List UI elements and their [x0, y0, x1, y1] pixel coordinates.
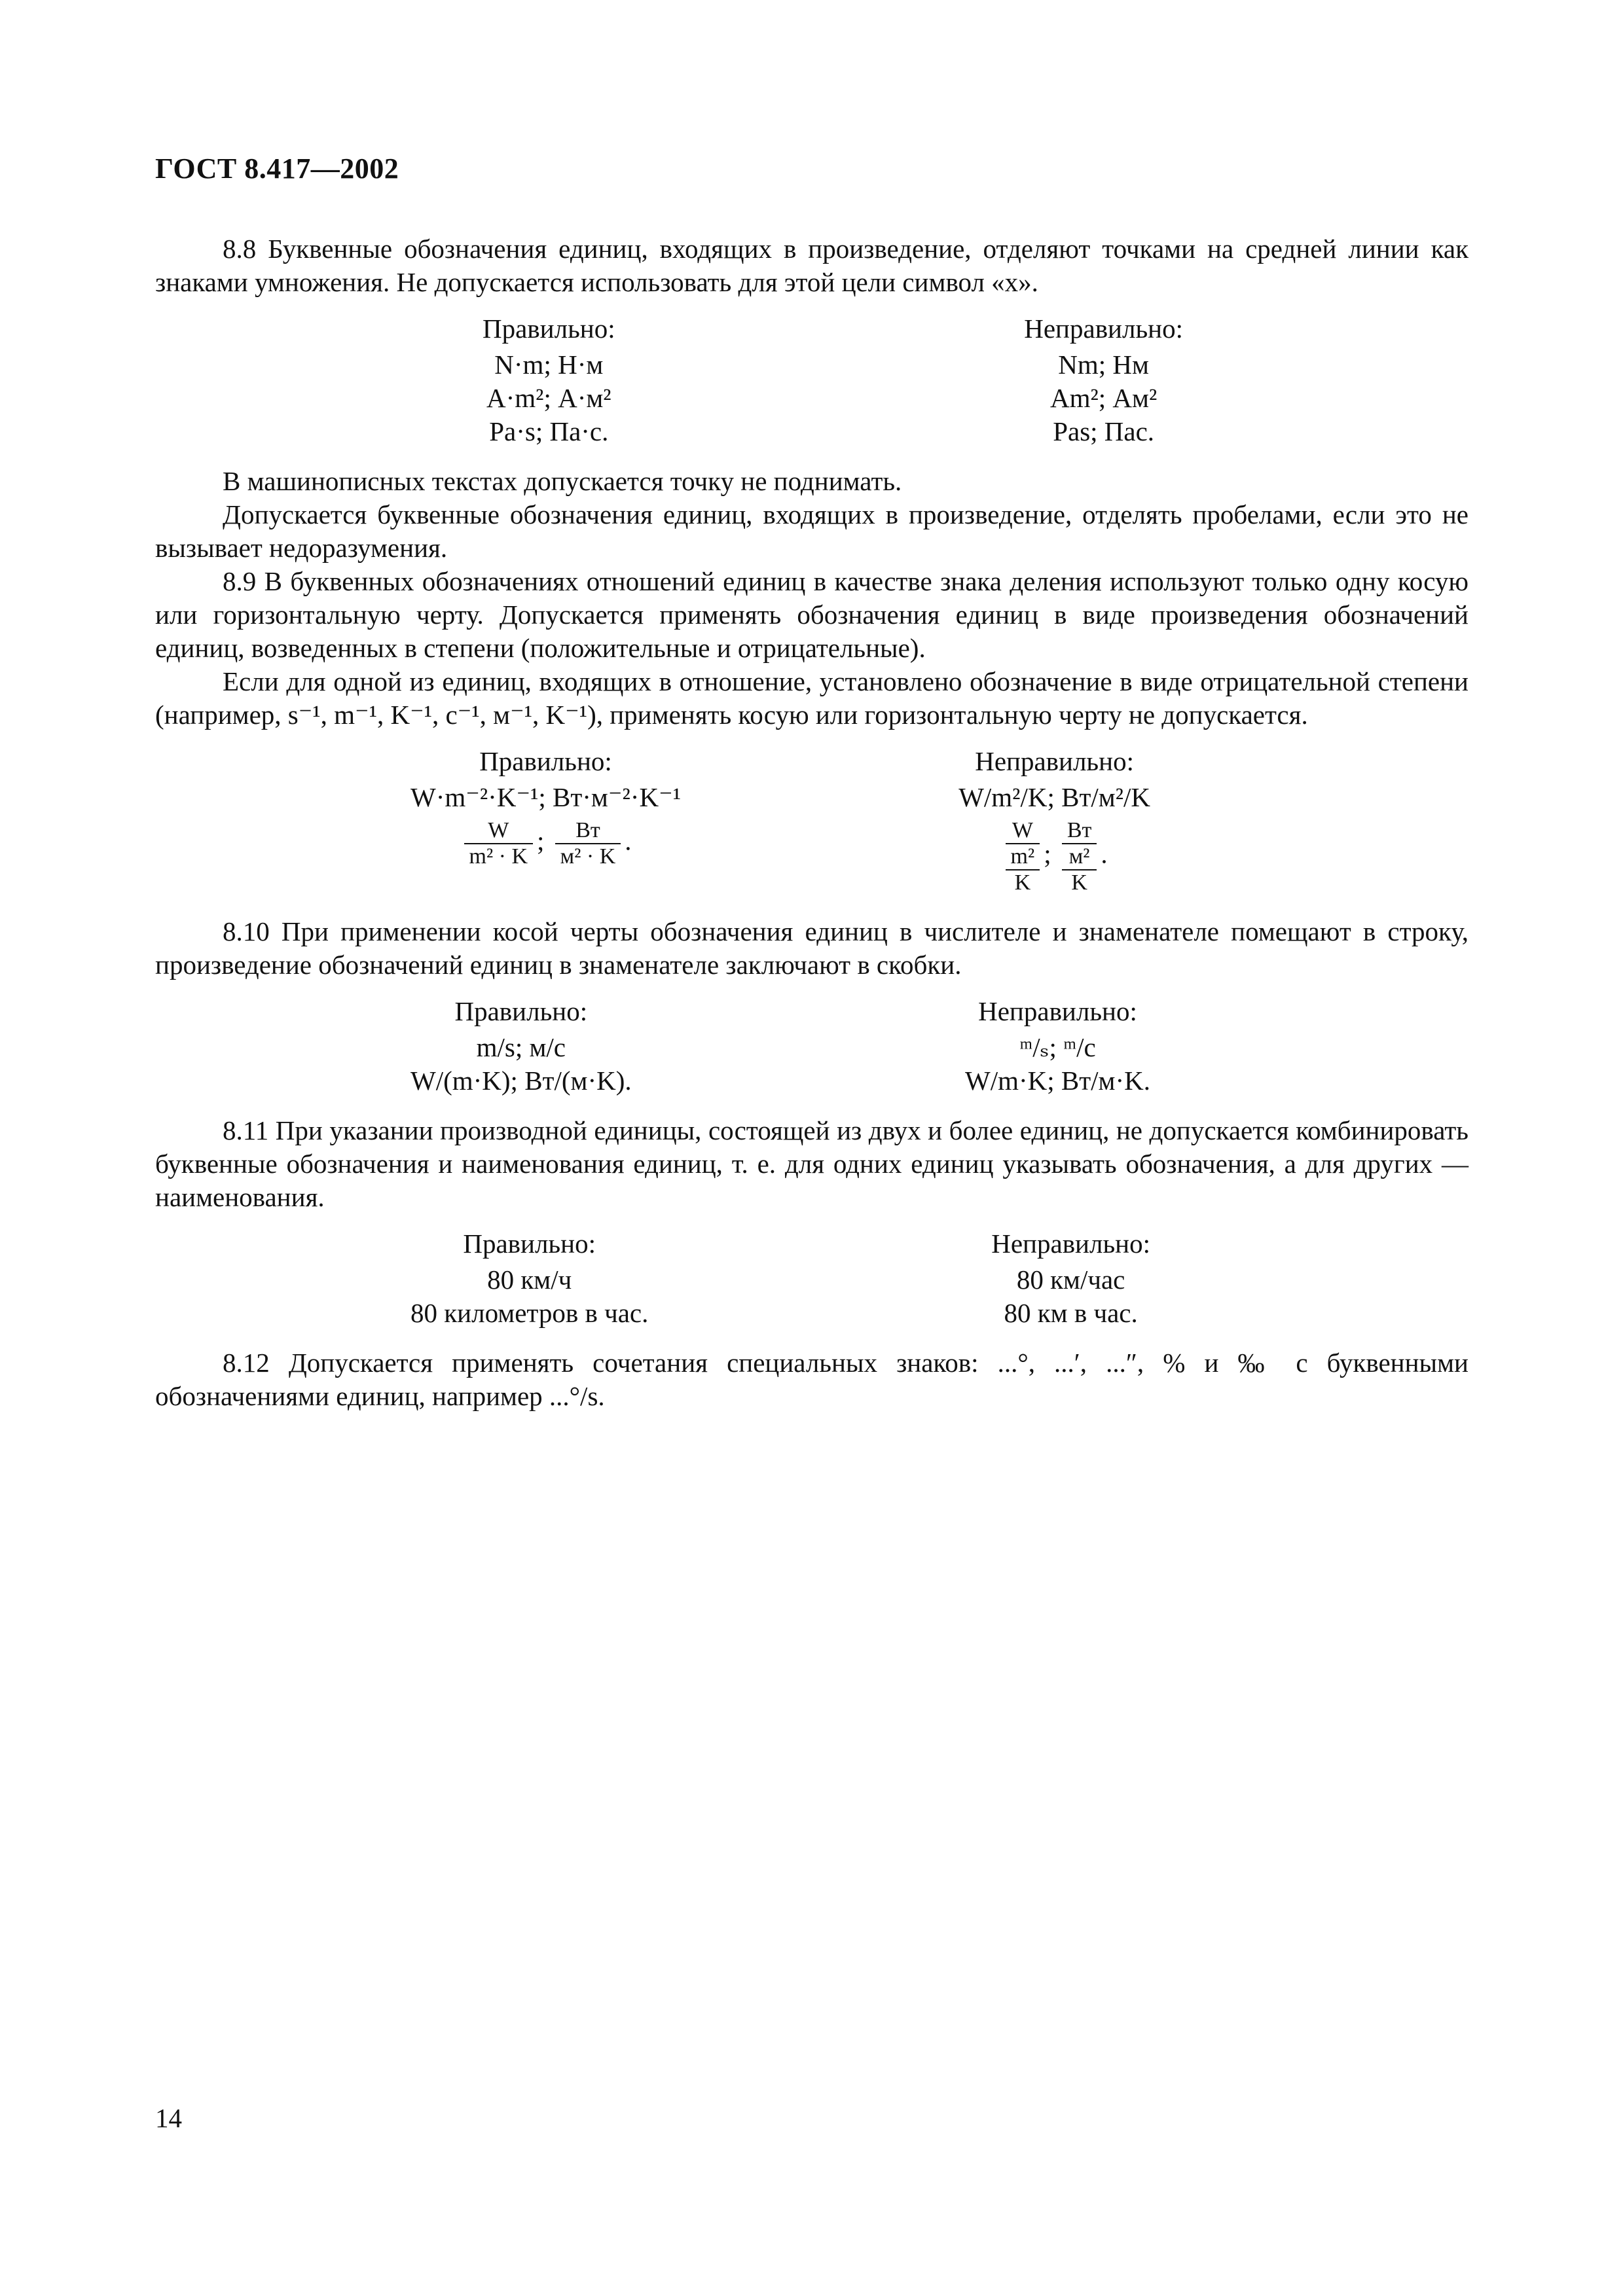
incorrect-column [1024, 312, 1183, 448]
paragraph-typewritten: В машинописных текстах допускается точку не поднимать. [223, 466, 902, 496]
paragraph-spaces: Допускается буквенные обозначения единиц, входящих в произведение, отделять пробелами, если это не вызывает недоразумения. [155, 499, 1468, 563]
separator: . [1101, 838, 1108, 869]
incorrect-title: Неправильно: [975, 746, 1134, 776]
incorrect-line: W/m·K; Вт/м·K. [965, 1066, 1150, 1096]
correct-line: W·m⁻²·K⁻¹; Вт·м⁻²·K⁻¹ [410, 782, 682, 812]
example-8-11 [410, 1227, 1150, 1330]
page-number: 14 [155, 2103, 182, 2133]
correct-line: A·m²; А·м² [486, 383, 611, 413]
document-header: ГОСТ 8.417—2002 [155, 152, 399, 185]
incorrect-column [991, 1227, 1150, 1330]
double-fraction: Вт м² K [1062, 818, 1097, 895]
paragraph-8-12: 8.12 Допускается применять сочетания специальных знаков: ...°, ...′, ...″, % и ‰ с буквенными обозначениями единиц, например ...°/s. [155, 1348, 1468, 1411]
correct-title: Правильно: [479, 746, 612, 776]
correct-title: Правильно: [483, 314, 615, 344]
correct-column [410, 1227, 648, 1330]
paragraph-8-8: 8.8 Буквенные обозначения единиц, входящих в произведение, отделяют точками на средней линии как знаками умножения. Не допускается использовать для этой цели символ «х». [155, 234, 1468, 297]
incorrect-title: Неправильно: [978, 996, 1137, 1026]
separator: . [625, 825, 632, 856]
double-fraction: W m² K [1006, 818, 1040, 895]
paragraph-8-10: 8.10 При применении косой черты обозначения единиц в числителе и знаменателе помещают в строку, произведение обозначений единиц в знаменателе заключают в скобки. [155, 916, 1468, 980]
incorrect-title: Неправильно: [1024, 314, 1183, 344]
correct-fractions [410, 818, 681, 869]
correct-column [483, 312, 615, 448]
example-8-8 [483, 312, 1183, 448]
correct-column [410, 745, 681, 895]
incorrect-line: Nm; Нм [1058, 350, 1149, 380]
separator: ; [537, 825, 545, 856]
correct-line: Pa·s; Па·с. [489, 416, 609, 446]
incorrect-fractions [958, 818, 1150, 895]
fraction: $\frac{Вт}{\text{м² · K}}$ [555, 818, 621, 869]
incorrect-line: 80 км в час. [1004, 1298, 1138, 1328]
incorrect-line: W/m²/K; Вт/м²/K [958, 782, 1150, 812]
paragraph-8-9-negative-powers: Если для одной из единиц, входящих в отношение, установлено обозначение в виде отрицательной степени (например, s⁻¹, m⁻¹, K⁻¹, c⁻¹, м⁻¹, K⁻¹), применять косую или горизонтальную черту не допускается. [155, 666, 1468, 730]
correct-column [410, 995, 632, 1098]
fraction: $\frac{W}{\text{m² · K}}$ [464, 818, 534, 869]
incorrect-title: Неправильно: [991, 1229, 1150, 1259]
incorrect-line: 80 км/час [1016, 1265, 1125, 1295]
paragraph-8-11: 8.11 При указании производной единицы, состоящей из двух и более единиц, не допускается комбинировать буквенные обозначения и наименования единиц, т. е. для одних единиц указывать обозначения, а для других — наименования. [155, 1115, 1468, 1212]
document-body [155, 232, 1468, 1413]
incorrect-line: Pas; Пас. [1053, 416, 1155, 446]
incorrect-column [965, 995, 1150, 1098]
correct-line: m/s; м/с [476, 1032, 566, 1062]
separator: ; [1044, 838, 1051, 869]
correct-title: Правильно: [454, 996, 588, 1026]
incorrect-column [958, 745, 1150, 895]
incorrect-line: Am²; Ам² [1049, 383, 1158, 413]
correct-title: Правильно: [463, 1229, 596, 1259]
correct-line: 80 километров в час. [410, 1298, 649, 1328]
correct-line: W/(m·K); Вт/(м·K). [410, 1066, 632, 1096]
paragraph-8-9: 8.9 В буквенных обозначениях отношений единиц в качестве знака деления используют только одну косую или горизонтальную черту. Допускается применять обозначения единиц в виде произведения обозначений единиц, возведенных в степени (положительные и отрицательные). [155, 566, 1468, 663]
example-8-10 [410, 995, 1150, 1098]
example-8-9 [410, 745, 1150, 895]
correct-line: 80 км/ч [487, 1265, 572, 1295]
incorrect-line: ᵐ/ₛ; ᵐ/с [1019, 1032, 1096, 1062]
correct-line: N·m; Н·м [494, 350, 604, 380]
